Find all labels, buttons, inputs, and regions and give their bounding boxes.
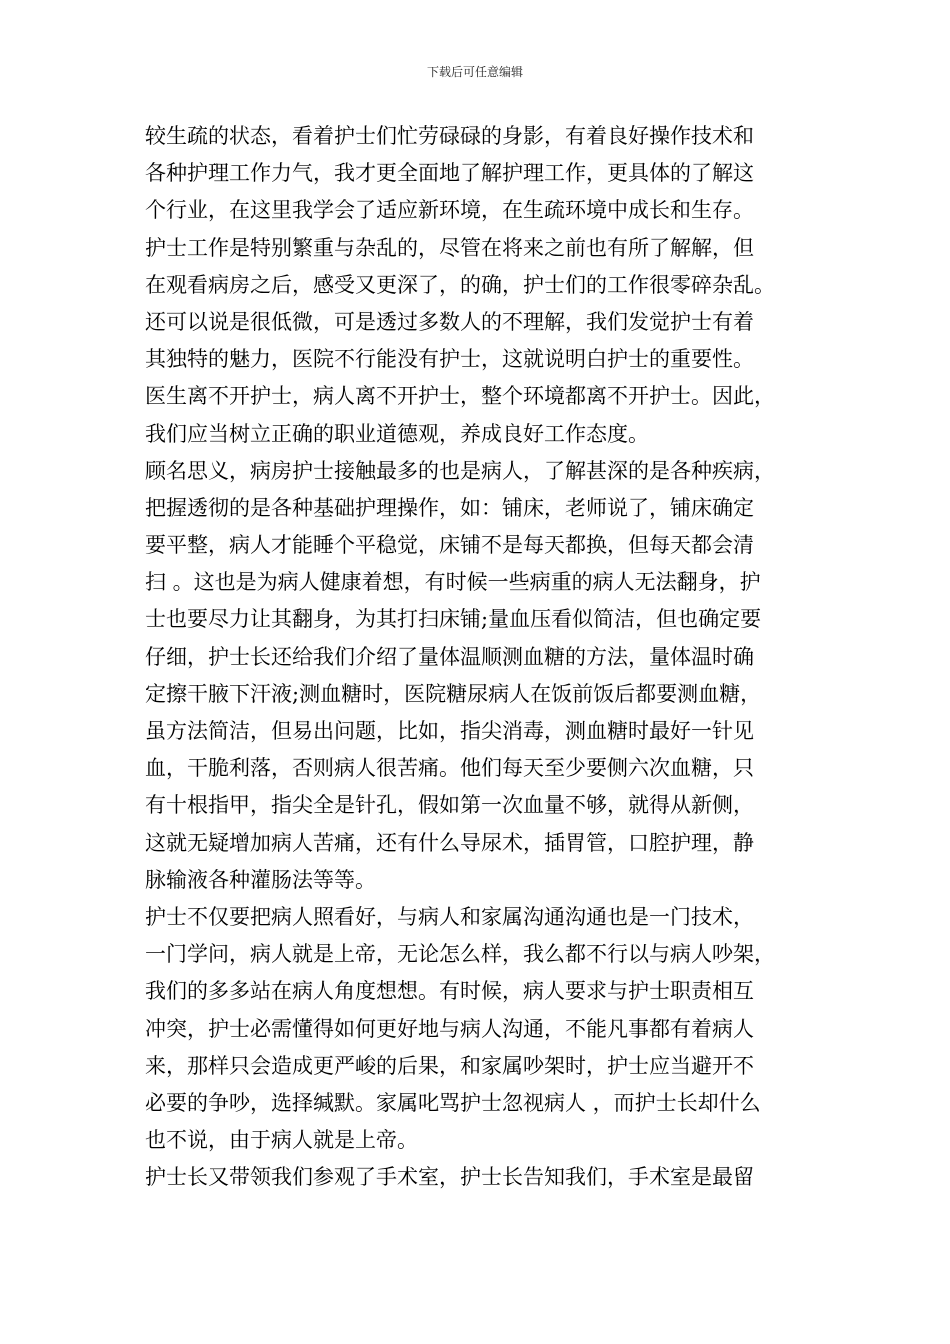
text-line: 也不说，由于病人就是上帝。 bbox=[145, 1128, 418, 1153]
text-line: 仔细，护士长还给我们介绍了量体温顺测血糖的方法，量体温时确 bbox=[145, 644, 754, 669]
text-line: 护士工作是特别繁重与杂乱的，尽管在将来之前也有所了解解，但 bbox=[145, 235, 754, 260]
text-line: 医生离不开护士，病人离不开护士，整个环境都离不开护士。因此， bbox=[145, 384, 775, 409]
text-line: 有十根指甲，指尖全是针孔，假如第一次血量不够，就得从新侧， bbox=[145, 793, 754, 818]
text-line: 定擦干腋下汗液;测血糖时，医院糖尿病人在饭前饭后都要测血糖， bbox=[145, 681, 762, 706]
text-line: 要平整，病人才能睡个平稳觉，床铺不是每天都换，但每天都会清 bbox=[145, 533, 754, 558]
text-line: 顾名思义，病房护士接触最多的也是病人，了解甚深的是各种疾病， bbox=[145, 458, 775, 483]
text-line: 其独特的魅力，医院不行能没有护士，这就说明白护士的重要性。 bbox=[145, 347, 754, 372]
text-line: 较生疏的状态，看着护士们忙劳碌碌的身影，有着良好操作技术和 bbox=[145, 124, 754, 148]
text-line: 一门学问，病人就是上帝，无论怎么样，我么都不行以与病人吵架， bbox=[145, 942, 775, 967]
text-line: 虽方法简洁，但易出问题，比如，指尖消毒，测血糖时最好一针见 bbox=[145, 719, 754, 743]
text-line: 士也要尽力让其翻身，为其打扫床铺;量血压看似简洁，但也确定要 bbox=[145, 607, 762, 632]
text-line: 在观看病房之后，感受又更深了，的确，护士们的工作很零碎杂乱。 bbox=[145, 272, 775, 297]
text-line: 护士不仅要把病人照看好，与病人和家属沟通沟通也是一门技术， bbox=[145, 904, 754, 929]
text-line: 各种护理工作力气，我才更全面地了解护理工作，更具体的了解这 bbox=[145, 161, 754, 186]
text-line: 血，干脆利落，否则病人很苦痛。他们每天至少要侧六次血糖，只 bbox=[145, 756, 754, 781]
document-body bbox=[145, 118, 815, 1196]
text-line: 我们的多多站在病人角度想想。有时候，病人要求与护士职责相互 bbox=[145, 979, 754, 1004]
text-line: 这就无疑增加病人苦痛，还有什么导尿术，插胃管，口腔护理，静 bbox=[145, 830, 754, 855]
text-line: 必要的争吵，选择缄默。家属叱骂护士忽视病人 ，而护士长却什么 bbox=[145, 1090, 761, 1115]
text-line: 把握透彻的是各种基础护理操作，如：铺床，老师说了，铺床确定 bbox=[145, 495, 754, 520]
text-line: 脉输液各种灌肠法等等。 bbox=[145, 867, 376, 892]
text-line: 冲突，护士必需懂得如何更好地与病人沟通，不能凡事都有着病人 bbox=[145, 1016, 754, 1041]
page-header: 下载后可任意编辑 bbox=[426, 65, 523, 79]
text-line: 个行业，在这里我学会了适应新环境，在生疏环境中成长和生存。 bbox=[145, 198, 754, 223]
text-line: 扫 。这也是为病人健康着想，有时候一些病重的病人无法翻身，护 bbox=[145, 570, 761, 595]
text-line: 护士长又带领我们参观了手术室，护士长告知我们，手术室是最留 bbox=[145, 1165, 754, 1190]
text-line: 我们应当树立正确的职业道德观，养成良好工作态度。 bbox=[145, 421, 649, 446]
text-line: 还可以说是很低微，可是透过多数人的不理解，我们发觉护士有着 bbox=[145, 309, 754, 334]
text-line: 来，那样只会造成更严峻的后果，和家属吵架时，护士应当避开不 bbox=[145, 1053, 754, 1078]
